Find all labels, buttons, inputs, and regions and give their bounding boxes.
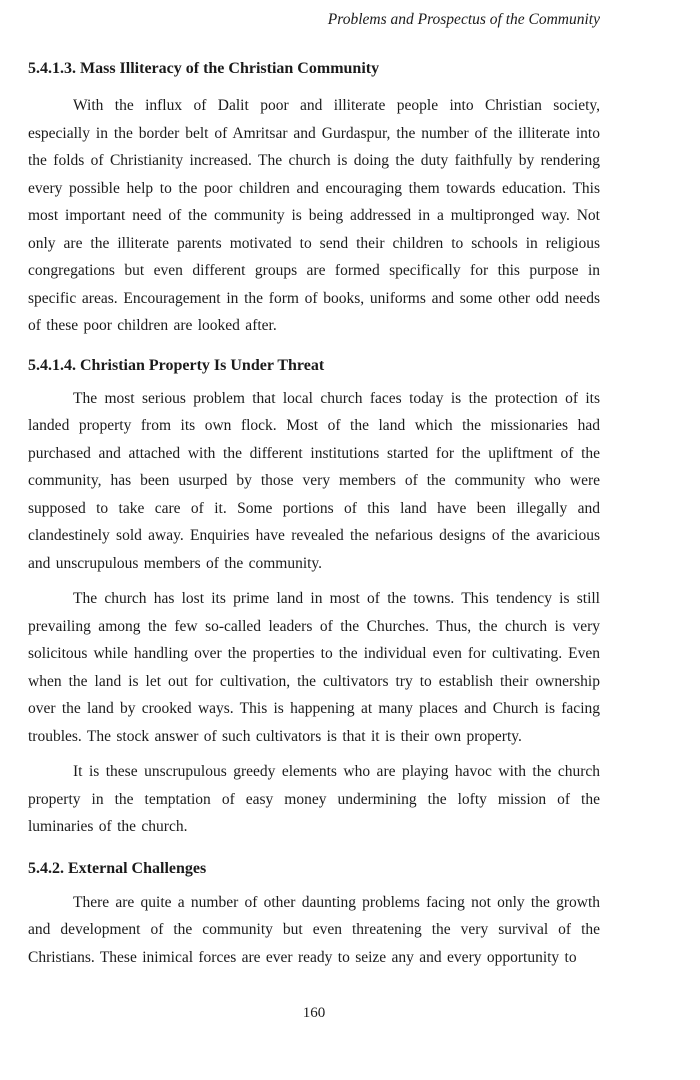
section-heading-property-threat: 5.4.1.4. Christian Property Is Under Threat xyxy=(28,356,325,374)
paragraph-external-challenges: There are quite a number of other daunting problems facing not only the growth and development of the community but even threatening the very survival of the Christians. These inimical forces are ever ready to seize any and every opportunity to xyxy=(28,893,600,966)
running-header: Problems and Prospectus of the Community xyxy=(327,11,600,28)
section-heading-mass-illiteracy: 5.4.1.3. Mass Illiteracy of the Christian Community xyxy=(28,60,380,77)
paragraph-property-threat-1: The most serious problem that local church faces today is the protection of its landed property from its own flock. Most of the land which the missionaries had purchased and attached with the different institutions started for the upliftment of the community, has been usurped by those very members of the community who were supposed to take care of it. Some portions of this land have been illegally and clandestinely sold away. Enquiries have revealed the nefarious designs of the avaricious and unscrupulous members of the community. xyxy=(28,389,600,572)
paragraph-mass-illiteracy: With the influx of Dalit poor and illiterate people into Christian society, especially in the border belt of Amritsar and Gurdaspur, the number of the illiterate into the folds of Christianity increased. The church is doing the duty faithfully by rendering every possible help to the poor children and encouraging them towards education. This most important need of the community is being addressed in a multipronged way. Not only are the illiterate parents motivated to send their children to schools in religious congregations but even different groups are formed specifically for this purpose in specific areas. Encouragement in the form of books, uniforms and some other odd needs of these poor children are looked after. xyxy=(28,97,600,334)
paragraph-property-threat-3: It is these unscrupulous greedy elements who are playing havoc with the church property in the temptation of easy money undermining the lofty mission of the luminaries of the church. xyxy=(28,763,600,835)
paragraph-property-threat-2: The church has lost its prime land in most of the towns. This tendency is still prevailing among the few so-called leaders of the Churches. Thus, the church is very solicitous while handling over the properties to the individual even for cultivating. Even when the land is let out for cultivation, the cultivators try to establish their ownership over the land by crooked ways. This is happening at many places and Church is facing troubles. The stock answer of such cultivators is that it is their own property. xyxy=(28,590,600,745)
page-number: 160 xyxy=(302,1005,326,1021)
section-heading-external-challenges: 5.4.2. External Challenges xyxy=(28,859,207,877)
